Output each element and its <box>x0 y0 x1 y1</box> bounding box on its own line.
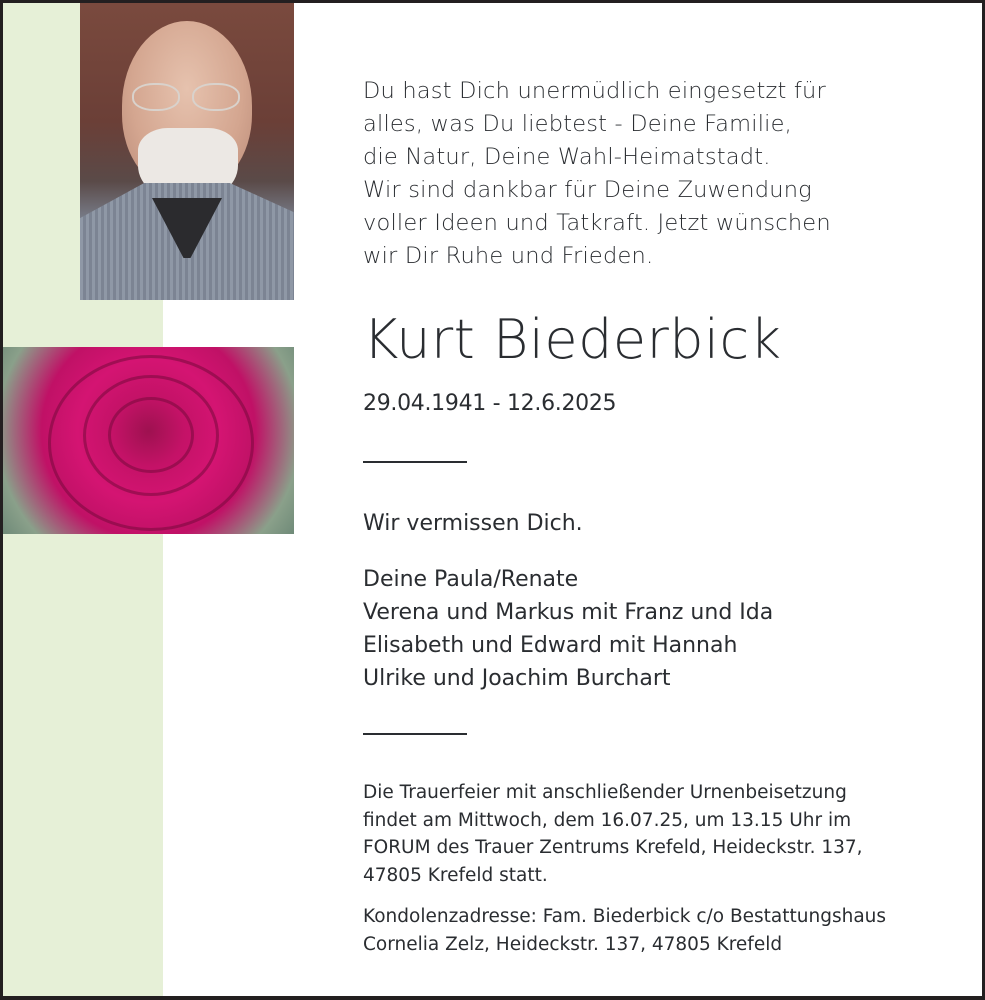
ceremony-line: 47805 Krefeld statt. <box>363 864 548 886</box>
verse-line: alles, was Du liebtest - Deine Familie, <box>363 111 793 137</box>
family-line: Deine Paula/Renate <box>363 567 579 592</box>
verse-line: Du hast Dich unermüdlich eingesetzt für <box>363 78 826 104</box>
ceremony-line: Die Trauerfeier mit anschließender Urnenbeisetzung <box>363 782 847 803</box>
family-signatures <box>363 563 773 695</box>
obituary-card <box>3 3 982 996</box>
divider <box>363 733 467 735</box>
verse-line: Wir sind dankbar für Deine Zuwendung <box>363 177 812 203</box>
glasses-icon <box>132 83 242 109</box>
ceremony-info <box>363 779 863 889</box>
address-line: Kondolenzadresse: Fam. Biederbick c/o Bestattungshaus <box>363 906 887 927</box>
address-line: Cornelia Zelz, Heideckstr. 137, 47805 Krefeld <box>363 933 783 955</box>
intro-verse <box>363 75 831 273</box>
rose-petal <box>48 355 254 531</box>
family-line: Ulrike und Joachim Burchart <box>363 666 671 691</box>
verse-line: die Natur, Deine Wahl-Heimatstadt. <box>363 144 771 170</box>
condolence-address <box>363 903 886 958</box>
deceased-name: Kurt Biederbick <box>363 308 782 371</box>
ceremony-line: FORUM des Trauer Zentrums Krefeld, Heideckstr. 137, <box>363 837 863 858</box>
life-dates: 29.04.1941 - 12.6.2025 <box>363 391 617 416</box>
miss-line: Wir vermissen Dich. <box>363 511 583 536</box>
portrait-photo <box>80 3 294 300</box>
verse-line: wir Dir Ruhe und Frieden. <box>363 243 654 269</box>
rose-photo <box>3 347 294 534</box>
divider <box>363 461 467 463</box>
verse-line: voller Ideen und Tatkraft. Jetzt wünschen <box>363 210 831 236</box>
ceremony-line: findet am Mittwoch, dem 16.07.25, um 13.15 Uhr im <box>363 809 852 831</box>
family-line: Verena und Markus mit Franz und Ida <box>363 600 774 625</box>
family-line: Elisabeth und Edward mit Hannah <box>363 633 738 658</box>
